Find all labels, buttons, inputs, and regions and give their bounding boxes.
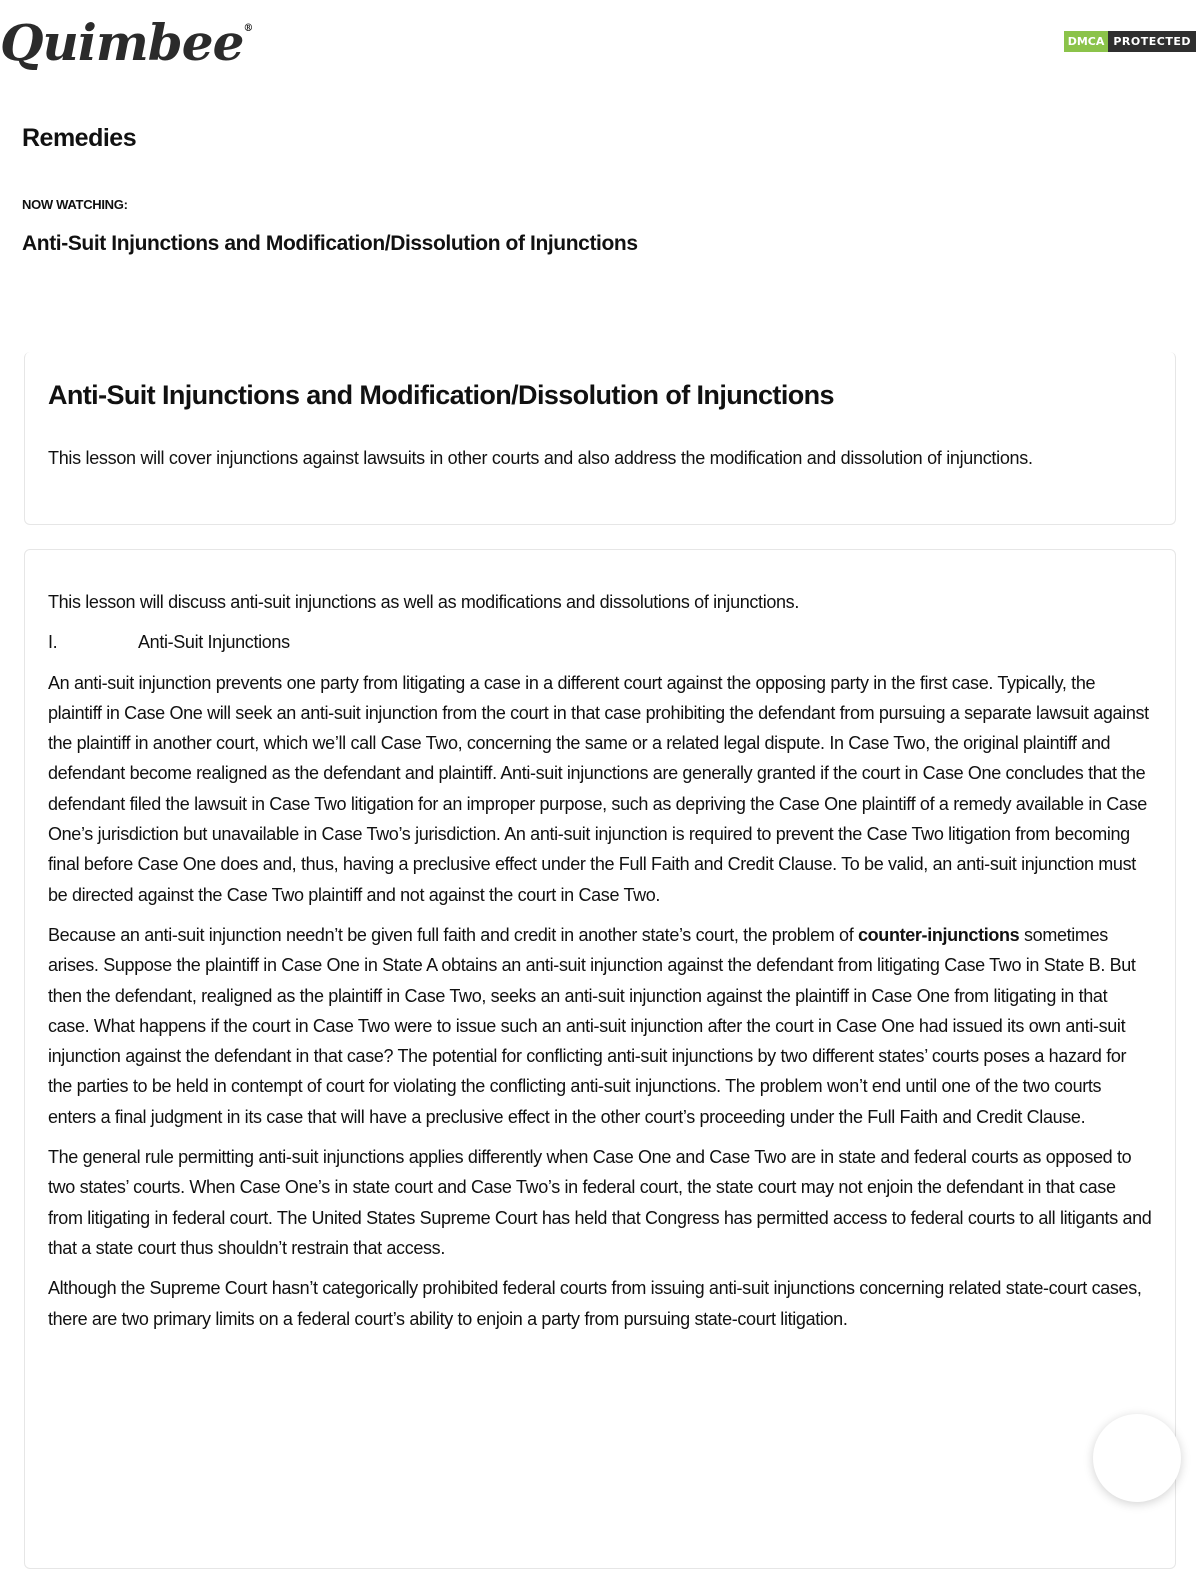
dmca-protected-badge[interactable] bbox=[1064, 31, 1196, 52]
section-heading bbox=[48, 627, 1152, 657]
lesson-title: Anti-Suit Injunctions and Modification/Dissolution of Injunctions bbox=[22, 232, 638, 255]
now-watching-label: NOW WATCHING: bbox=[22, 197, 128, 212]
protected-label: PROTECTED bbox=[1108, 31, 1196, 52]
summary-title: Anti-Suit Injunctions and Modification/Dissolution of Injunctions bbox=[48, 380, 834, 410]
paragraph-2-end: sometimes arises. Suppose the plaintiff in Case One in State A obtains an anti-suit injunction against the defendant from litigating Case Two in State B. But then the defendant, realigned as the plaintiff in Case Two, seeks an anti-suit injunction against the plaintiff in Case One from litigating in that case. What happens if the court in Case Two were to issue such an anti-suit injunction after the court in Case One had issued its own anti-suit injunction against the defendant in that case? The potential for conflicting anti-suit injunctions by two different states’ courts poses a hazard for the parties to be held in contempt of court for violating the conflicting anti-suit injunctions. The problem won’t end until one of the two courts enters a final judgment in its case that will have a preclusive effect in the other court’s proceeding under the Full Faith and Credit Clause. bbox=[48, 924, 1136, 1127]
lesson-content-card bbox=[24, 549, 1176, 1569]
chat-widget-button[interactable] bbox=[1093, 1414, 1181, 1502]
lesson-body bbox=[48, 587, 1152, 1344]
paragraph-1: An anti-suit injunction prevents one party from litigating a case in a different court against the opposing party in the first case. Typically, the plaintiff in Case One will seek an anti-suit injunction from the court in that case prohibiting the defendant from pursuing a separate lawsuit against the plaintiff in another court, which we’ll call Case Two, concerning the same or a related legal dispute. In Case Two, the original plaintiff and defendant become realigned as the defendant and plaintiff. Anti-suit injunctions are generally granted if the court in Case One concludes that the defendant filed the lawsuit in Case Two litigation for an improper purpose, such as depriving the Case One plaintiff of a remedy available in Case One’s jurisdiction but unavailable in Case Two’s jurisdiction. An anti-suit injunction is required to prevent the Case Two litigation from becoming final before Case One does and, thus, having a preclusive effect under the Full Faith and Credit Clause. To be valid, an anti-suit injunction must be directed against the Case Two plaintiff and not against the court in Case Two. bbox=[48, 672, 1149, 905]
course-title: Remedies bbox=[22, 124, 137, 152]
logo-text: Quimbee bbox=[0, 13, 244, 72]
paragraph-2 bbox=[48, 920, 1152, 1132]
section-title: Anti-Suit Injunctions bbox=[138, 632, 290, 653]
quimbee-logo[interactable] bbox=[0, 13, 253, 72]
paragraph-2-start: Because an anti-suit injunction needn’t be given full faith and credit in another state’s court, the problem of bbox=[48, 924, 858, 945]
paragraph-4: Although the Supreme Court hasn’t categorically prohibited federal courts from issuing anti-suit injunctions concerning related state-court cases, there are two primary limits on a federal court’s ability to enjoin a party from pursuing state-court litigation. bbox=[48, 1278, 1142, 1329]
section-number: I. bbox=[48, 632, 58, 653]
intro-paragraph: This lesson will discuss anti-suit injunctions as well as modifications and dissolutions of injunctions. bbox=[48, 592, 799, 612]
lesson-summary-card bbox=[24, 352, 1176, 525]
registered-mark: ® bbox=[243, 23, 253, 34]
summary-description: This lesson will cover injunctions against lawsuits in other courts and also address the modification and dissolution of injunctions. bbox=[48, 448, 1033, 468]
dmca-label: DMCA bbox=[1064, 31, 1109, 52]
paragraph-3: The general rule permitting anti-suit injunctions applies differently when Case One and Case Two are in state and federal courts as opposed to two states’ courts. When Case One’s in state court and Case Two’s in federal court, the state court may not enjoin the defendant in that case from litigating in federal court. The United States Supreme Court has held that Congress has permitted access to federal courts to all litigants and that a state court thus shouldn’t restrain that access. bbox=[48, 1147, 1152, 1258]
counter-injunctions-term: counter-injunctions bbox=[858, 924, 1020, 945]
